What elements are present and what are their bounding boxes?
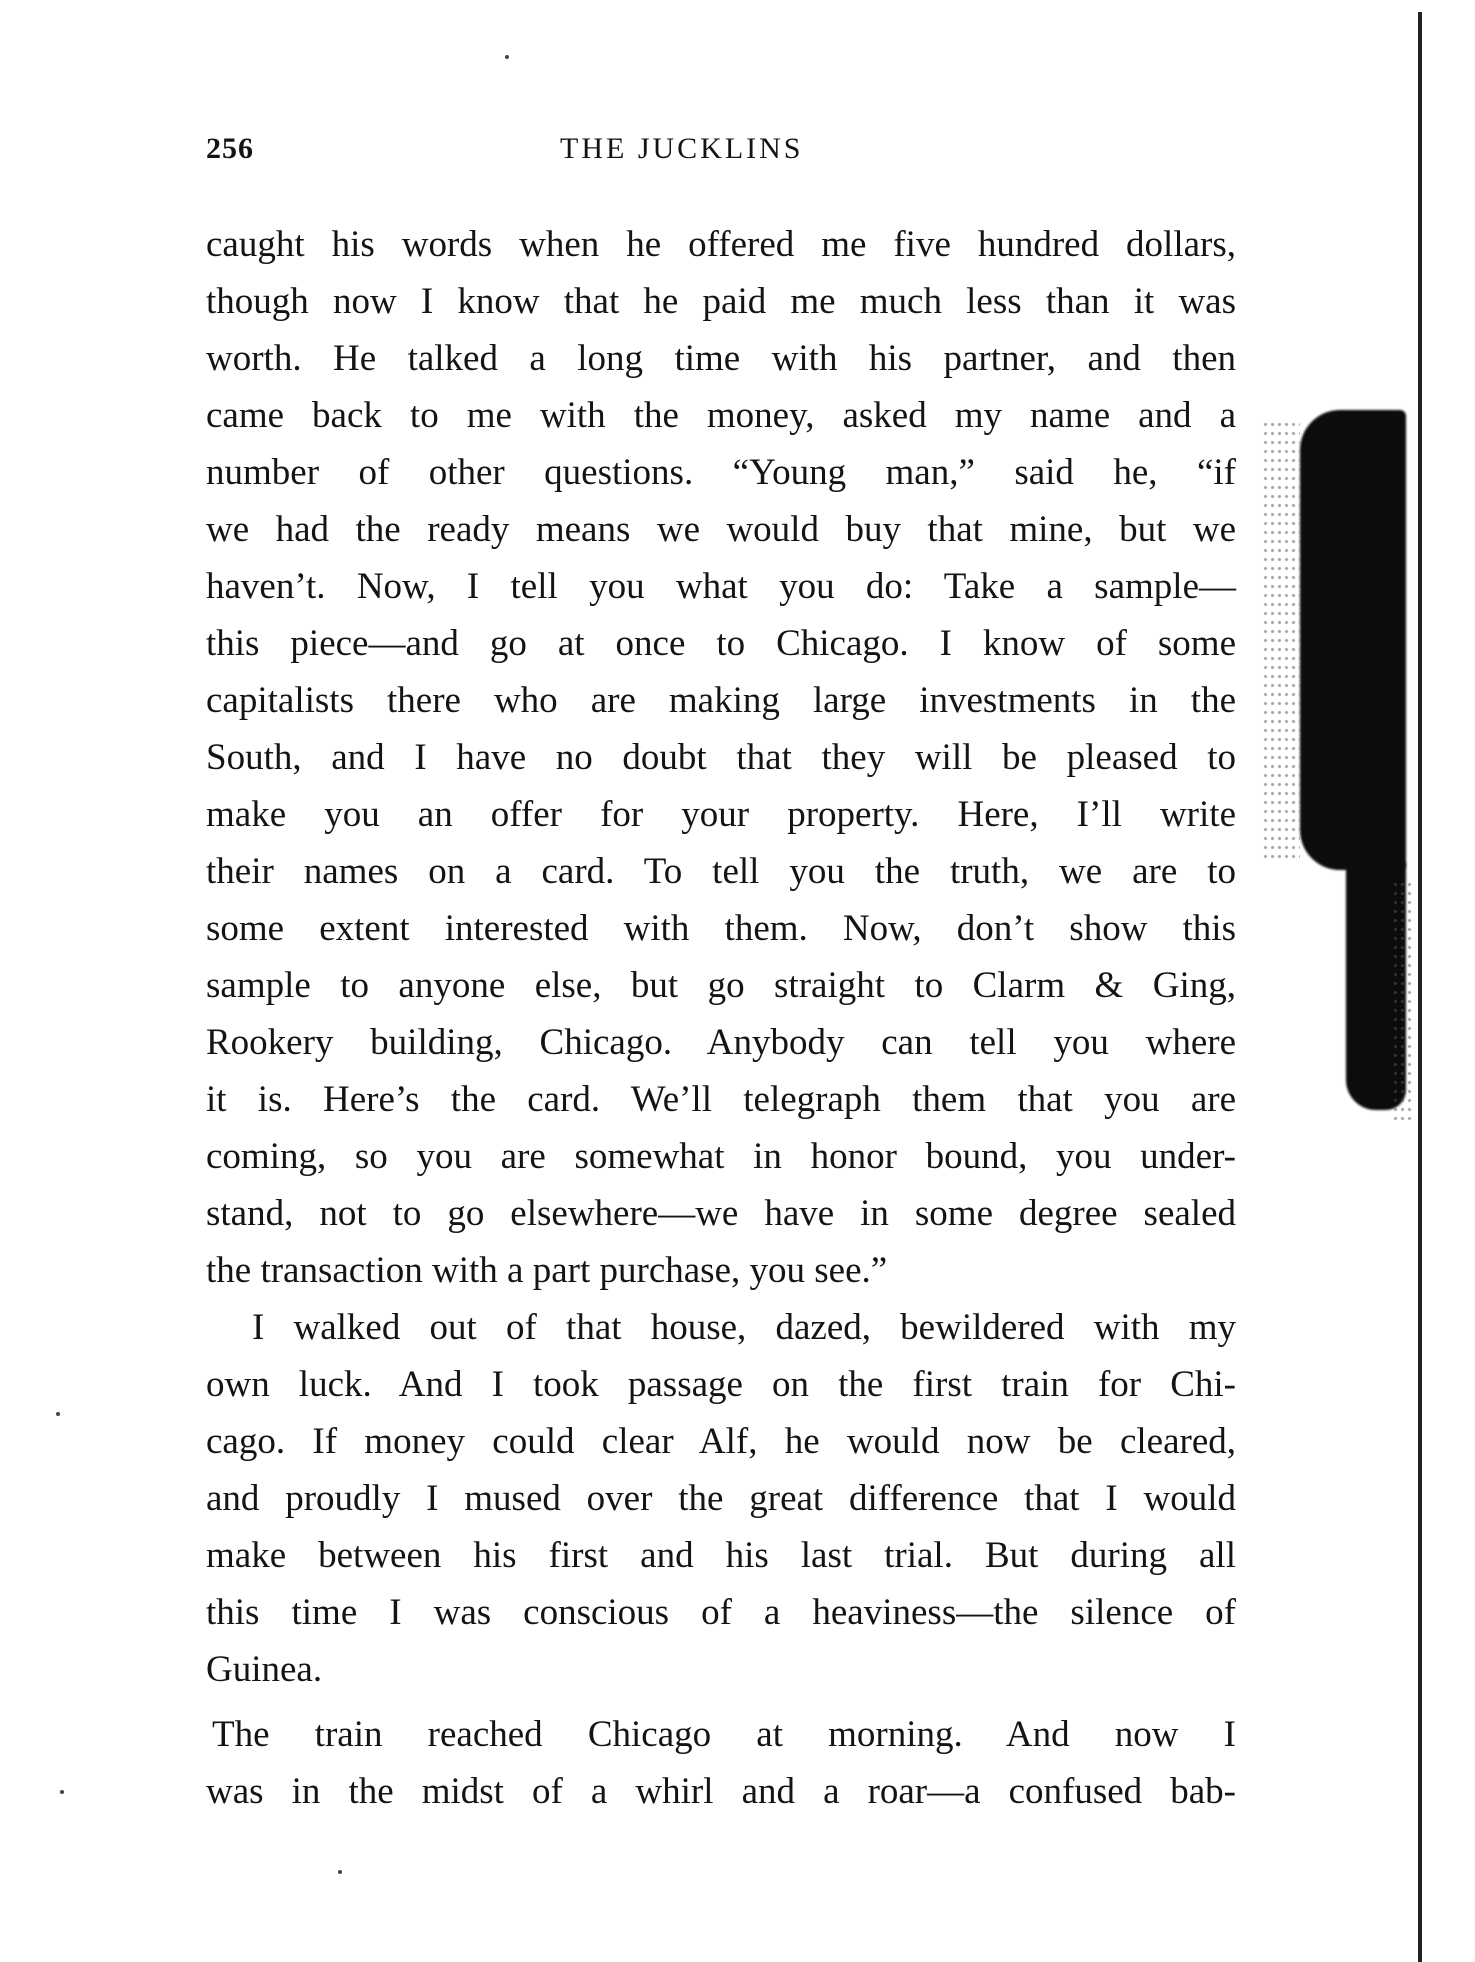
scan-dot bbox=[505, 55, 509, 59]
page-number: 256 bbox=[206, 132, 254, 165]
text-line: stand, not to go elsewhere—we have in some degree sealed bbox=[206, 1193, 1236, 1234]
text-line: their names on a card. To tell you the truth, we are to bbox=[206, 851, 1236, 892]
text-line: South, and I have no doubt that they will be pleased to bbox=[206, 737, 1236, 778]
text-line: Rookery building, Chicago. Anybody can tell you where bbox=[206, 1022, 1236, 1063]
text-line: was in the midst of a whirl and a roar—a confused bab- bbox=[206, 1771, 1236, 1812]
text-line: and proudly I mused over the great difference that I would bbox=[206, 1478, 1236, 1519]
scan-dot bbox=[338, 1870, 342, 1874]
running-head: THE JUCKLINS bbox=[560, 132, 804, 165]
text-line: number of other questions. “Young man,” said he, “if bbox=[206, 452, 1236, 493]
text-line: this time I was conscious of a heaviness—the silence of bbox=[206, 1592, 1236, 1633]
text-line: the transaction with a part purchase, you see.” bbox=[206, 1250, 888, 1291]
text-line: though now I know that he paid me much less than it was bbox=[206, 281, 1236, 322]
text-line: capitalists there who are making large investments in the bbox=[206, 680, 1236, 721]
scan-speckle bbox=[1392, 880, 1412, 1120]
text-line: it is. Here’s the card. We’ll telegraph them that you are bbox=[206, 1079, 1236, 1120]
scan-speckle bbox=[1262, 420, 1300, 860]
page-edge-line bbox=[1418, 12, 1422, 1962]
text-line: Guinea. bbox=[206, 1649, 323, 1690]
text-line: haven’t. Now, I tell you what you do: Take a sample— bbox=[206, 566, 1236, 607]
text-line: coming, so you are somewhat in honor bound, you under- bbox=[206, 1136, 1236, 1177]
text-line: we had the ready means we would buy that mine, but we bbox=[206, 509, 1236, 550]
scan-dot bbox=[56, 1412, 60, 1416]
text-line: cago. If money could clear Alf, he would now be cleared, bbox=[206, 1421, 1236, 1462]
text-line: some extent interested with them. Now, don’t show this bbox=[206, 908, 1236, 949]
text-line: sample to anyone else, but go straight to Clarm & Ging, bbox=[206, 965, 1236, 1006]
scan-dot bbox=[60, 1790, 64, 1794]
text-line: make you an offer for your property. Here, I’ll write bbox=[206, 794, 1236, 835]
text-line: worth. He talked a long time with his partner, and then bbox=[206, 338, 1236, 379]
binding-shadow bbox=[1300, 410, 1406, 870]
paragraph-first-line: I walked out of that house, dazed, bewildered with my bbox=[252, 1307, 1236, 1348]
text-line: own luck. And I took passage on the first train for Chi- bbox=[206, 1364, 1236, 1405]
text-line: this piece—and go at once to Chicago. I know of some bbox=[206, 623, 1236, 664]
text-line: came back to me with the money, asked my name and a bbox=[206, 395, 1236, 436]
text-line: make between his first and his last trial. But during all bbox=[206, 1535, 1236, 1576]
text-line: caught his words when he offered me five hundred dollars, bbox=[206, 224, 1236, 265]
paragraph-first-line: The train reached Chicago at morning. And now I bbox=[212, 1714, 1236, 1755]
